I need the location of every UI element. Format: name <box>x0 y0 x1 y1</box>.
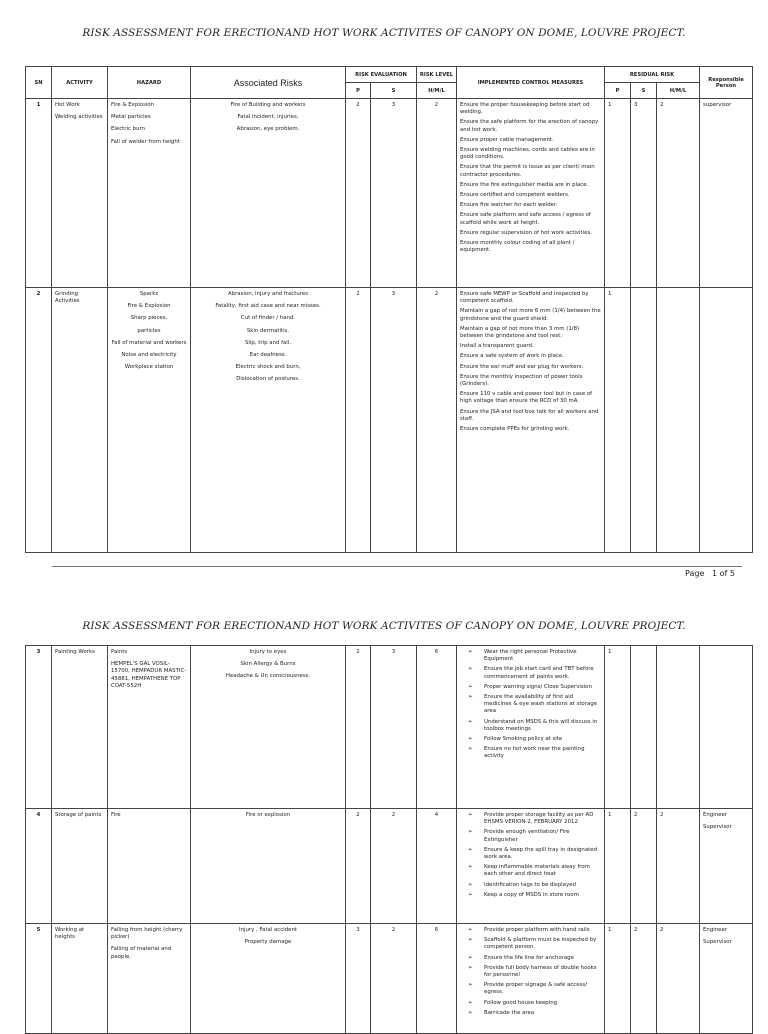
control-text: Barricade the area <box>484 1009 535 1016</box>
table-row <box>26 809 753 924</box>
risk-level-cell: 2 <box>417 99 457 288</box>
hazard-cell-line: Fall of welder from height <box>111 138 180 145</box>
responsible-person: supervisor <box>703 102 732 108</box>
control-item: Ensure the monthly inspection of power tools (Grinders). <box>460 373 583 388</box>
arrow-bullet-icon: ➢ <box>468 1009 473 1016</box>
risks-cell-line: Abrasion, eye problem. <box>236 126 300 133</box>
arrow-bullet-icon: ➢ <box>468 864 473 871</box>
controls-cell <box>457 809 605 924</box>
control-item <box>464 955 601 962</box>
responsible-person: Supervisor <box>703 939 732 946</box>
arrow-bullet-icon: ➢ <box>468 846 473 853</box>
control-item: Ensure proper cable management. <box>460 136 554 143</box>
control-item <box>464 684 601 691</box>
control-text: Ensure the life line for anchorage <box>484 954 574 961</box>
risks-cell-line: Injury , Fatal accident <box>238 927 297 933</box>
control-text: Proper warning signs/ Close Supervision <box>484 683 592 690</box>
header-risk-evaluation: RISK EVALUATION <box>346 67 417 83</box>
hazard-cell <box>108 99 191 288</box>
residual-hml-cell: 2 <box>657 99 700 288</box>
page-number <box>685 569 735 578</box>
control-item: Ensure monthly colour coding of all plant / equipment. <box>460 240 575 254</box>
responsible-person: Engineer <box>703 812 728 818</box>
residual-s-cell: 3 <box>631 99 657 288</box>
severity-cell: 3 <box>371 99 417 288</box>
header-residual-risk: RESIDUAL RISK <box>605 67 700 83</box>
arrow-bullet-icon: ➢ <box>468 927 473 933</box>
control-item: Ensure the fire extinguisher media are in place. <box>460 181 589 188</box>
control-item <box>464 847 601 861</box>
hazard-cell-line: Electric burn <box>111 126 146 133</box>
responsible-cell <box>700 924 753 1034</box>
risks-cell-line: Ear deafness. <box>249 352 287 359</box>
document-title: RISK ASSESSMENT FOR ERECTIONAND HOT WORK ACTIVITES OF CANOPY ON DOME, LOUVRE PROJECT. <box>82 27 686 39</box>
control-text: Identification tags to be displayed <box>484 881 576 888</box>
probability-cell: 3 <box>346 924 371 1034</box>
responsible-cell <box>700 288 753 553</box>
control-item: Ensure the JSA and tool box talk for all workers and staff. <box>460 408 599 422</box>
controls-list <box>460 649 601 761</box>
controls-cell <box>457 924 605 1034</box>
control-text: Understand on MSDS & this will discuss in toolbox meetings <box>484 718 598 732</box>
activity-cell <box>52 288 108 553</box>
risks-cell-line: Fatality, first aid case and near misses. <box>215 303 321 310</box>
control-item: Ensure regular supervision of hot work activities. <box>460 229 592 236</box>
arrow-bullet-icon: ➢ <box>468 649 473 655</box>
control-text: Scaffold & platform must be inspected by competent person. <box>484 937 597 951</box>
controls-cell <box>457 99 605 288</box>
arrow-bullet-icon: ➢ <box>468 746 473 753</box>
control-item <box>464 892 601 899</box>
control-text: Provide proper platform with hand rails <box>484 927 590 933</box>
risk-table-page-2 <box>25 645 753 1034</box>
risks-cell-line: Skin Allergy & Burns <box>240 661 296 668</box>
risk-table-page-1 <box>25 66 753 553</box>
header-residual-hml: H/M/L <box>657 83 700 99</box>
control-text: Wear the right personal Protective Equipment <box>484 649 577 663</box>
header-risk-level: RISK LEVEL <box>417 67 457 83</box>
hazard-cell-line: Workplace station <box>124 364 174 371</box>
control-text: Provide proper storage facility as per AD EHSMS VERION-2, FEBRUARY 2012 <box>484 812 594 826</box>
control-item <box>464 1010 601 1017</box>
controls-cell <box>457 288 605 553</box>
header-hml: H/M/L <box>417 83 457 99</box>
residual-s-cell: 2 <box>631 809 657 924</box>
control-item <box>464 1000 601 1007</box>
risks-cell <box>191 809 346 924</box>
hazard-cell-line: Paints <box>111 649 128 655</box>
header-activity: ACTIVITY <box>52 67 108 99</box>
responsible-person: Engineer <box>703 927 728 933</box>
sn-cell: 3 <box>26 646 52 809</box>
control-item: Ensure safe MEWP or Scaffold and inspected by competent scaffold. <box>460 291 589 305</box>
activity-cell <box>52 924 108 1034</box>
control-item <box>464 882 601 889</box>
residual-p-cell: 1 <box>605 288 631 553</box>
risks-cell-line: Slip, trip and fall. <box>245 339 291 346</box>
probability-cell: 2 <box>346 646 371 809</box>
control-text: Ensure the job start card and TBT before commencement of paints work. <box>484 666 594 680</box>
controls-list <box>460 812 601 899</box>
page-value: 1 of 5 <box>712 569 735 578</box>
hazard-cell-line: Fire & Explosion <box>111 102 155 108</box>
hazard-cell <box>108 924 191 1034</box>
page-divider <box>52 566 742 567</box>
residual-p-cell: 1 <box>605 924 631 1034</box>
hazard-cell-line: Metal particles <box>111 114 151 121</box>
control-item <box>464 864 601 878</box>
severity-cell: 3 <box>371 646 417 809</box>
control-item: Maintain a gap of not more 6 mm (1/4) between the grindstone and the guard shield. <box>460 308 601 322</box>
control-item <box>464 965 601 979</box>
hazard-cell-line: Falling of material and people. <box>111 946 172 960</box>
residual-p-cell: 1 <box>605 809 631 924</box>
header-controls: IMPLEMENTED CONTROL MEASURES <box>457 67 605 99</box>
risks-cell-line: Dislocation of postures. <box>236 376 300 383</box>
control-item <box>464 736 601 743</box>
residual-hml-cell: 2 <box>657 924 700 1034</box>
control-text: Follow Smoking policy at site <box>484 736 563 743</box>
control-item <box>464 746 601 760</box>
responsible-person: Supervisor <box>703 824 732 831</box>
controls-cell <box>457 646 605 809</box>
control-item: Install a transparent guard. <box>460 343 534 350</box>
header-p: P <box>346 83 371 99</box>
responsible-cell <box>700 646 753 809</box>
header-hazard: HAZARD <box>108 67 191 99</box>
control-item <box>464 666 601 680</box>
control-item <box>464 982 601 996</box>
hazard-cell-line: Sharp pieces, <box>130 315 168 322</box>
risks-cell-line: Fire of Building and workers <box>230 102 306 108</box>
control-item <box>464 719 601 733</box>
arrow-bullet-icon: ➢ <box>468 964 473 971</box>
controls-list <box>460 927 601 1017</box>
activity-cell-line: Working at heights <box>55 927 85 941</box>
control-text: Ensure the availability of first aid medicines & eye wash stations at storage area <box>484 694 597 715</box>
hazard-cell-line: HEMPEL'S GAL VOSIL-15700, HEMPADUR MASTIC-45881, HEMPATHENE TOP COAT-552H <box>111 661 187 689</box>
control-item: Ensure the safe platform for the erection of canopy and hot work. <box>460 119 599 133</box>
hazard-cell <box>108 288 191 553</box>
control-item <box>464 812 601 826</box>
table-row <box>26 99 753 288</box>
arrow-bullet-icon: ➢ <box>468 937 473 944</box>
activity-cell <box>52 809 108 924</box>
risk-level-cell: 2 <box>417 288 457 553</box>
sn-cell: 4 <box>26 809 52 924</box>
control-item: Ensure the ear muff and ear plug for workers. <box>460 363 584 370</box>
risks-cell-line: Fatal incident, injuries, <box>237 114 299 121</box>
severity-cell: 2 <box>371 809 417 924</box>
arrow-bullet-icon: ➢ <box>468 891 473 898</box>
arrow-bullet-icon: ➢ <box>468 736 473 743</box>
hazard-cell-line: Fire <box>111 812 121 818</box>
residual-hml-cell: 2 <box>657 809 700 924</box>
header-sn: SN <box>26 67 52 99</box>
arrow-bullet-icon: ➢ <box>468 999 473 1006</box>
risks-cell-line: Property damage <box>244 939 292 946</box>
arrow-bullet-icon: ➢ <box>468 694 473 701</box>
table-row <box>26 646 753 809</box>
probability-cell: 2 <box>346 99 371 288</box>
control-item: Ensure that the permit is issue as per client/ main contractor procedures. <box>460 164 595 178</box>
control-item: Ensure the proper housekeeping before start od welding. <box>460 102 590 116</box>
control-item: Ensure safe platform and safe access / egress of scaffold while work at height. <box>460 212 591 226</box>
table-row <box>26 288 753 553</box>
risks-cell <box>191 924 346 1034</box>
control-item <box>464 927 601 934</box>
control-text: Keep a copy of MSDS in store room <box>484 891 579 898</box>
risks-cell-line: Cut of finder / hand. <box>240 315 296 322</box>
risks-cell-line: Skin dermatitis. <box>246 327 290 334</box>
activity-cell-line: Welding activities <box>55 114 103 121</box>
header-responsible: Responsible Person <box>700 67 753 99</box>
residual-p-cell: 1 <box>605 646 631 809</box>
arrow-bullet-icon: ➢ <box>468 683 473 690</box>
arrow-bullet-icon: ➢ <box>468 829 473 836</box>
control-item: Ensure welding machines, cords and cables are in good conditions. <box>460 147 595 161</box>
hazard-cell-line: Falling from height (cherry picker) <box>111 927 183 941</box>
control-text: Provide proper signage & safe access/ egress. <box>484 982 588 996</box>
risks-cell-line: Fire or explosion <box>245 812 291 818</box>
control-item <box>464 694 601 716</box>
page-label: Page <box>685 569 705 578</box>
activity-cell <box>52 646 108 809</box>
hazard-cell <box>108 809 191 924</box>
risks-cell <box>191 99 346 288</box>
risks-cell <box>191 288 346 553</box>
severity-cell: 2 <box>371 924 417 1034</box>
hazard-cell-line: particles <box>137 327 161 334</box>
sn-cell: 2 <box>26 288 52 553</box>
control-item: Ensure 110 v cable and power tool but in case of high voltage than ensure the RCD of 30 mA. <box>460 391 593 405</box>
hazard-cell <box>108 646 191 809</box>
hazard-cell-line: Sparks <box>139 291 159 297</box>
sn-cell: 5 <box>26 924 52 1034</box>
activity-cell-line: Painting Works <box>55 649 95 655</box>
residual-s-cell <box>631 646 657 809</box>
arrow-bullet-icon: ➢ <box>468 881 473 888</box>
risks-cell-line: Electric shock and burn, <box>235 364 301 371</box>
control-item: Ensure fire watcher for each welder. <box>460 202 558 209</box>
arrow-bullet-icon: ➢ <box>468 812 473 818</box>
residual-p-cell: 1 <box>605 99 631 288</box>
activity-cell-line: Storage of paints <box>55 812 102 818</box>
severity-cell: 3 <box>371 288 417 553</box>
hazard-cell-line: Noise and electricity <box>121 352 177 359</box>
control-item: Ensure certified and competent welders. <box>460 192 570 199</box>
residual-hml-cell <box>657 646 700 809</box>
risks-cell-line: Injury to eyes <box>249 649 287 655</box>
header-residual-p: P <box>605 83 631 99</box>
document-title-page-2: RISK ASSESSMENT FOR ERECTIONAND HOT WORK ACTIVITES OF CANOPY ON DOME, LOUVRE PROJECT. <box>82 620 686 632</box>
sn-cell: 1 <box>26 99 52 288</box>
hazard-cell-line: Fall of material and workers <box>111 339 187 346</box>
risks-cell <box>191 646 346 809</box>
risk-level-cell: 6 <box>417 924 457 1034</box>
arrow-bullet-icon: ➢ <box>468 954 473 961</box>
header-associated-risks: Associated Risks <box>191 67 346 99</box>
control-text: Keep inflammable materials away from each other and direct heat <box>484 864 590 878</box>
control-item: Ensure a safe system of work in place. <box>460 353 564 360</box>
control-item <box>464 649 601 663</box>
header-residual-s: S <box>631 83 657 99</box>
arrow-bullet-icon: ➢ <box>468 666 473 673</box>
control-text: Follow good house keeping <box>484 999 558 1006</box>
control-item <box>464 937 601 951</box>
risks-cell-line: Headache & Un consciousness. <box>225 673 311 680</box>
risks-cell-line: Abrasion, injury and fractures <box>227 291 308 297</box>
control-text: Provide enough ventilation/ Fire Extinguisher <box>484 829 570 843</box>
probability-cell: 2 <box>346 288 371 553</box>
control-text: Ensure no hot work near the painting activity <box>484 746 585 760</box>
hazard-cell-line: Fire & Explosion <box>127 303 171 310</box>
activity-cell <box>52 99 108 288</box>
table-row <box>26 924 753 1034</box>
control-item <box>464 829 601 843</box>
header-s: S <box>371 83 417 99</box>
probability-cell: 2 <box>346 809 371 924</box>
control-text: Ensure & keep the spill tray in designated work area. <box>484 846 597 861</box>
activity-cell-line: Grinding Activities <box>55 291 80 305</box>
arrow-bullet-icon: ➢ <box>468 718 473 725</box>
residual-s-cell: 2 <box>631 924 657 1034</box>
control-item: Ensure complete PPEs for grinding work. <box>460 426 570 433</box>
control-text: Provide full body harness of double hooks for personnel <box>484 964 597 979</box>
risk-level-cell: 4 <box>417 809 457 924</box>
residual-s-cell <box>631 288 657 553</box>
risk-level-cell: 6 <box>417 646 457 809</box>
residual-hml-cell <box>657 288 700 553</box>
control-item: Maintain a gap of not more than 3 mm (1/8) between the grindstone and tool rest. <box>460 325 580 340</box>
responsible-cell <box>700 809 753 924</box>
arrow-bullet-icon: ➢ <box>468 982 473 989</box>
responsible-cell <box>700 99 753 288</box>
activity-cell-line: Hot Work <box>55 102 80 108</box>
